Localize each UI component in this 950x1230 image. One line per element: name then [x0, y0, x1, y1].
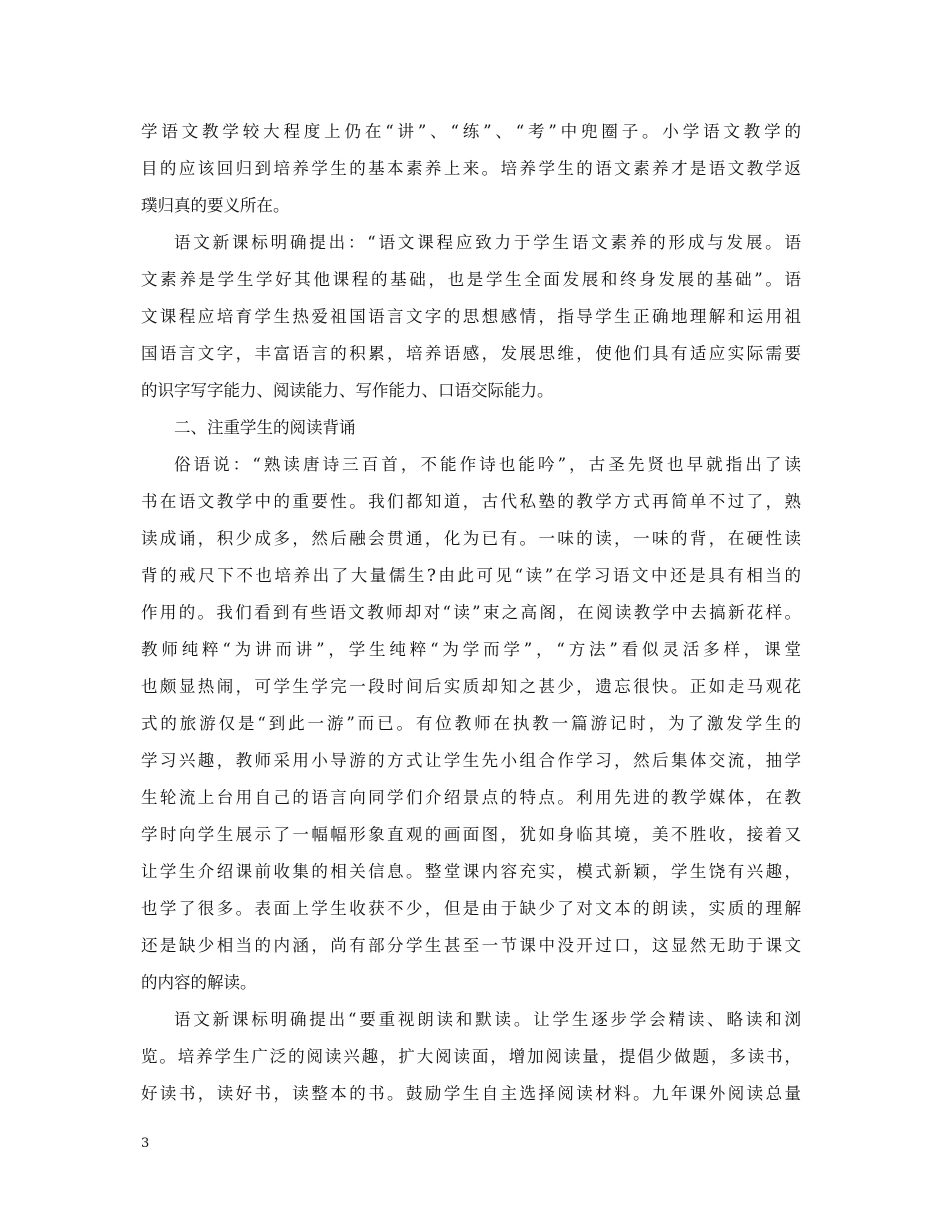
body-text	[141, 113, 801, 1112]
paragraph	[141, 409, 801, 446]
text-line: 览。培养学生广泛的阅读兴趣，扩大阅读面，增加阅读量，提倡少做题，多读书，	[141, 1047, 801, 1066]
paragraph	[141, 446, 801, 1001]
text-line: 的识字写字能力、阅读能力、写作能力、口语交际能力。	[141, 381, 554, 400]
page-number: 3	[141, 1136, 150, 1151]
text-line: 的内容的解读。	[141, 973, 257, 992]
text-line: 背的戒尺下不也培养出了大量儒生?由此可见“读”在学习语文中还是具有相当的	[141, 566, 801, 585]
text-line: 书在语文教学中的重要性。我们都知道，古代私塾的教学方式再简单不过了，熟	[141, 492, 801, 511]
text-line: 语文新课标明确提出“要重视朗读和默读。让学生逐步学会精读、略读和浏	[174, 1010, 801, 1029]
paragraph	[141, 224, 801, 409]
text-line: 生轮流上台用自己的语言向同学们介绍景点的特点。利用先进的教学媒体，在教	[141, 788, 801, 807]
text-line: 语文新课标明确提出：“语文课程应致力于学生语文素养的形成与发展。语	[174, 233, 801, 252]
text-line: 学习兴趣，教师采用小导游的方式让学生先小组合作学习，然后集体交流，抽学	[141, 751, 801, 770]
text-line: 让学生介绍课前收集的相关信息。整堂课内容充实，模式新颖，学生饶有兴趣，	[141, 862, 801, 881]
text-line: 文课程应培育学生热爱祖国语言文字的思想感情，指导学生正确地理解和运用祖	[141, 307, 801, 326]
text-line: 国语言文字，丰富语言的积累，培养语感，发展思维，使他们具有适应实际需要	[141, 344, 801, 363]
text-line: 璞归真的要义所在。	[141, 196, 290, 215]
text-line: 作用的。我们看到有些语文教师却对“读”束之高阁，在阅读教学中去搞新花样。	[141, 603, 801, 622]
paragraph	[141, 113, 801, 224]
text-line: 教师纯粹“为讲而讲”，学生纯粹“为学而学”，“方法”看似灵活多样，课堂	[141, 640, 801, 659]
text-line: 学时向学生展示了一幅幅形象直观的画面图，犹如身临其境，美不胜收，接着又	[141, 825, 801, 844]
paragraph	[141, 1001, 801, 1112]
text-line: 好读书，读好书，读整本的书。鼓励学生自主选择阅读材料。九年课外阅读总量	[141, 1084, 801, 1103]
text-line: 学语文教学较大程度上仍在“讲”、“练”、“考”中兜圈子。小学语文教学的	[141, 122, 801, 141]
text-line: 式的旅游仅是“到此一游”而已。有位教师在执教一篇游记时，为了激发学生的	[141, 714, 801, 733]
text-line: 目的应该回归到培养学生的基本素养上来。培养学生的语文素养才是语文教学返	[141, 159, 801, 178]
text-line: 二、注重学生的阅读背诵	[174, 418, 356, 437]
text-line: 文素养是学生学好其他课程的基础，也是学生全面发展和终身发展的基础”。语	[141, 270, 801, 289]
text-line: 俗语说：“熟读唐诗三百首，不能作诗也能吟”，古圣先贤也早就指出了读	[174, 455, 801, 474]
text-line: 也学了很多。表面上学生收获不少，但是由于缺少了对文本的朗读，实质的理解	[141, 899, 801, 918]
text-line: 也颇显热闹，可学生学完一段时间后实质却知之甚少，遗忘很快。正如走马观花	[141, 677, 801, 696]
text-line: 读成诵，积少成多，然后融会贯通，化为已有。一味的读，一味的背，在硬性读	[141, 529, 801, 548]
text-line: 还是缺少相当的内涵，尚有部分学生甚至一节课中没开过口，这显然无助于课文	[141, 936, 801, 955]
